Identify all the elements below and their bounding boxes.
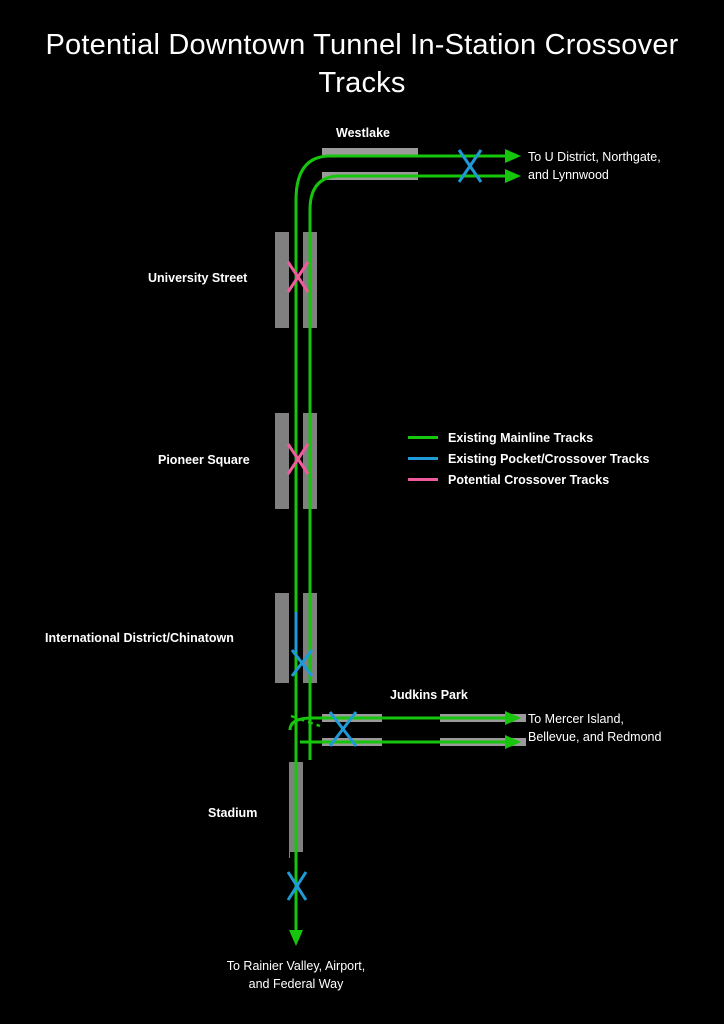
station-label-pioneer-square: Pioneer Square [158,453,250,467]
track-switch-gaps [290,712,440,862]
station-label-intl-district: International District/Chinatown [45,631,234,645]
station-label-westlake: Westlake [336,126,390,140]
legend-label-existing-crossover: Existing Pocket/Crossover Tracks [448,451,650,466]
page-title: Potential Downtown Tunnel In-Station Crossover Tracks [45,29,679,100]
destination-south-line1: To Rainier Valley, Airport, [226,959,366,973]
destination-north [528,148,661,184]
legend-swatch-potential-crossover [408,478,438,481]
destination-east-line1: To Mercer Island, [528,712,624,726]
legend-label-potential-crossover: Potential Crossover Tracks [448,472,610,487]
station-label-judkins-park: Judkins Park [390,688,468,702]
destination-east-line2: Bellevue, and Redmond [528,730,662,745]
destination-north-line1: To U District, Northgate, [528,150,661,164]
legend-item-mainline [408,428,698,447]
legend-item-existing-crossover [408,449,698,468]
destination-south [211,957,381,993]
destination-north-line2: and Lynnwood [528,168,609,183]
destination-east [528,710,661,746]
legend-item-potential-crossover [408,470,698,489]
station-label-university-street: University Street [148,271,248,285]
station-platform-bands [275,148,526,858]
mainline-tracks [290,156,505,930]
station-label-stadium: Stadium [208,806,258,820]
destination-south-line2: and Federal Way [248,977,344,992]
legend [408,428,698,491]
legend-label-mainline: Existing Mainline Tracks [448,430,594,445]
legend-swatch-mainline [408,436,438,439]
direction-arrowheads [289,149,521,946]
legend-swatch-existing-crossover [408,457,438,460]
